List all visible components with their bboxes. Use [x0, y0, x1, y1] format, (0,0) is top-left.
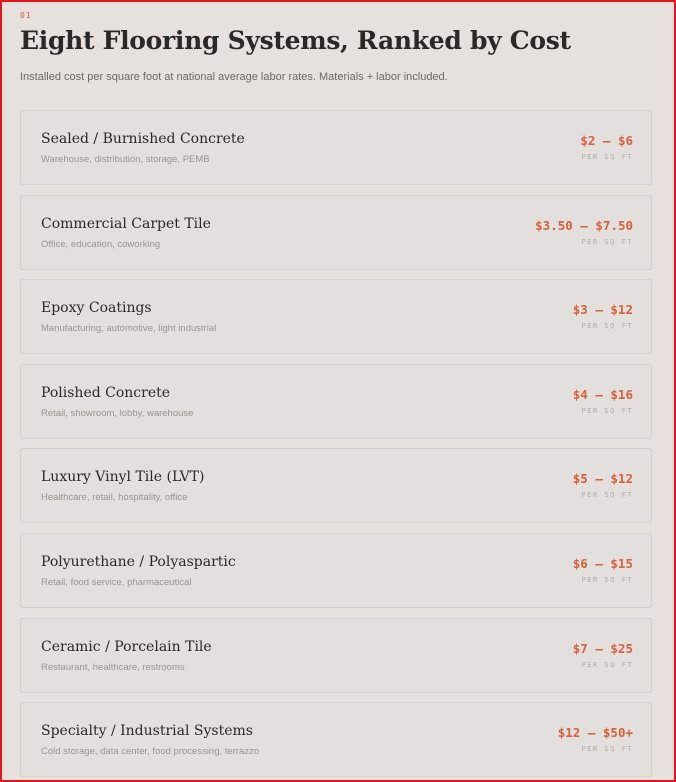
flooring-uses: Manufacturing, automotive, light industrial [41, 323, 217, 335]
flooring-name: Sealed / Burnished Concrete [41, 131, 245, 147]
flooring-name: Luxury Vinyl Tile (LVT) [41, 469, 205, 486]
flooring-price: $7 – $25 [572, 640, 633, 656]
flooring-card [20, 618, 652, 693]
flooring-price: $5 – $12 [572, 471, 633, 487]
flooring-card-list [20, 110, 652, 782]
flooring-card [20, 364, 652, 439]
flooring-name: Polished Concrete [41, 384, 171, 401]
price-unit: PER SQ FT [581, 575, 633, 584]
flooring-card [20, 702, 652, 777]
flooring-price: $2 – $6 [580, 133, 633, 148]
flooring-uses: Healthcare, retail, hospitality, office [41, 492, 188, 504]
section-number: 01 [20, 11, 32, 20]
flooring-uses: Retail, showroom, lobby, warehouse [41, 407, 194, 419]
page-title: Eight Flooring Systems, Ranked by Cost [20, 26, 571, 55]
price-unit: PER SQ FT [581, 406, 633, 415]
flooring-card [20, 533, 652, 608]
flooring-uses: Cold storage, data center, food processing, terrazzo [41, 746, 260, 758]
flooring-card [20, 279, 652, 354]
flooring-name: Specialty / Industrial Systems [41, 723, 253, 740]
flooring-price: $3.50 – $7.50 [535, 217, 633, 233]
flooring-price: $3 – $12 [572, 302, 633, 318]
flooring-name: Polyurethane / Polyaspartic [41, 553, 236, 570]
flooring-uses: Retail, food service, pharmaceutical [41, 576, 192, 588]
flooring-uses: Warehouse, distribution, storage, PEMB [41, 154, 210, 165]
price-unit: PER SQ FT [581, 153, 633, 161]
price-unit: PER SQ FT [581, 237, 633, 246]
price-unit: PER SQ FT [581, 660, 633, 669]
flooring-price: $6 – $15 [572, 555, 633, 571]
price-unit: PER SQ FT [581, 745, 633, 754]
flooring-name: Epoxy Coatings [41, 300, 152, 317]
flooring-uses: Office, education, coworking [41, 238, 161, 250]
flooring-card [20, 110, 652, 185]
flooring-price: $4 – $16 [572, 386, 633, 402]
flooring-card [20, 195, 652, 270]
page-subtitle: Installed cost per square foot at national average labor rates. Materials + labor included. [20, 71, 448, 83]
flooring-name: Ceramic / Porcelain Tile [41, 638, 212, 655]
flooring-price: $12 – $50+ [557, 725, 633, 741]
flooring-uses: Restaurant, healthcare, restrooms [41, 661, 185, 673]
price-unit: PER SQ FT [581, 491, 633, 500]
price-unit: PER SQ FT [581, 322, 633, 331]
flooring-card [20, 448, 652, 523]
flooring-name: Commercial Carpet Tile [41, 215, 211, 232]
